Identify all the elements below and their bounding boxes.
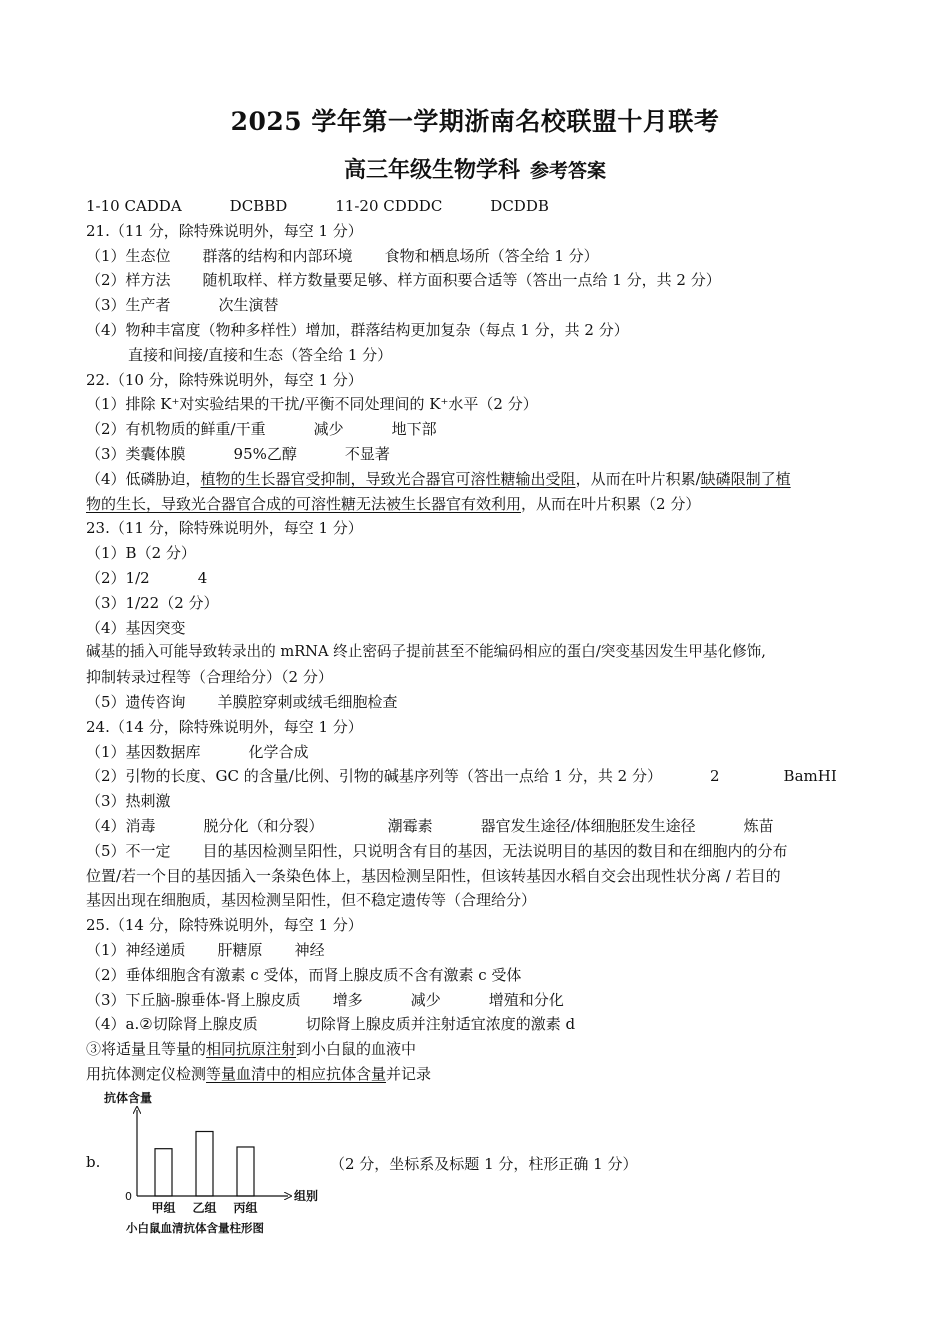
q23-heading: 23.（11 分，除特殊说明外，每空 1 分） — [86, 519, 363, 538]
q24-line-4 — [86, 814, 876, 839]
answer-body — [86, 194, 876, 1087]
q24-4d: 器官发生途径/体细胞胚发生途径 — [480, 816, 696, 835]
q25-line-2: （2）垂体细胞含有激素 c 受体，而肾上腺皮质不含有激素 c 受体 — [86, 965, 522, 984]
bar-1 — [155, 1149, 172, 1196]
q25-b-label: b. — [86, 1153, 101, 1171]
bar-2 — [196, 1132, 213, 1197]
q21-3b: 次生演替 — [218, 296, 279, 315]
q23-7a: （5）遗传咨询 — [86, 692, 186, 711]
q25-line-6 — [86, 1062, 876, 1087]
q25-4b: 切除肾上腺皮质并注射适宜浓度的激素 d — [305, 1015, 576, 1034]
q21-2a: （2）样方法 — [86, 271, 171, 290]
q24-line-7: 基因出现在细胞质，基因检测呈阳性，但不稳定遗传等（合理给分） — [86, 891, 537, 910]
q25-6-underlined: 等量血清中的相应抗体含量 — [206, 1064, 387, 1083]
q21-line-4: （4）物种丰富度（物种多样性）增加，群落结构更加复杂（每点 1 分，共 2 分） — [86, 320, 629, 339]
q24-5a: （5）不一定 — [86, 841, 171, 860]
q25-1b: 肝糖原 — [217, 940, 263, 959]
chart-y-axis-label: 抗体含量 — [104, 1091, 153, 1105]
chart-title: 小白鼠血清抗体含量柱形图 — [126, 1221, 264, 1235]
subtitle-subject: 高三年级生物学科 — [343, 157, 520, 183]
q24-line-2 — [86, 764, 876, 789]
q22-5-plain: ，从而在叶片积累（2 分） — [521, 494, 701, 513]
q22-4-underlined-1: 植物的生长器官受抑制，导致光合器官可溶性糖输出受阻 — [200, 469, 576, 488]
antibody-bar-chart — [100, 1088, 340, 1238]
q25-line-4 — [86, 1012, 876, 1037]
q22-line-5 — [86, 492, 876, 517]
q22-4-plain-2: ，从而在叶片积累/ — [575, 469, 701, 488]
q23-line-5: 碱基的插入可能导致转录出的 mRNA 终止密码子提前甚至不能编码相应的蛋白/突变基因发生甲基化修饰, — [86, 643, 766, 661]
q21-3a: （3）生产者 — [86, 296, 171, 315]
q24-4c: 潮霉素 — [387, 816, 433, 835]
q23-line-1: （1）B（2 分） — [86, 544, 196, 563]
q24-line-6: 位置/若一个目的基因插入一条染色体上，基因检测呈阳性，但该转基因水稻自交会出现性状分离 / 若目的 — [86, 866, 781, 885]
q24-4e: 炼苗 — [743, 816, 774, 835]
category-label-1: 甲组 — [151, 1201, 176, 1215]
q25-5-plain-2: 到小白鼠的血液中 — [296, 1040, 417, 1059]
q23-line-3: （3）1/22（2 分） — [86, 593, 219, 612]
q25-6-plain-2: 并记录 — [386, 1064, 432, 1083]
q25-4a: （4）a.②切除肾上腺皮质 — [86, 1015, 258, 1034]
q21-heading: 21.（11 分，除特殊说明外，每空 1 分） — [86, 221, 363, 240]
q21-line-2 — [86, 268, 876, 293]
subtitle-tag: 参考答案 — [530, 160, 607, 182]
q21-1a: （1）生态位 — [86, 246, 171, 265]
q22-line-2 — [86, 417, 876, 442]
q24-1b: 化学合成 — [248, 742, 309, 761]
q22-2a: （2）有机物质的鲜重/干重 — [86, 420, 266, 439]
chart-x-axis-label: 组别 — [294, 1189, 319, 1203]
q25-line-1 — [86, 938, 876, 963]
q25-3d: 增殖和分化 — [488, 990, 564, 1009]
q22-line-3 — [86, 442, 876, 467]
mc-answers-1-5: 1-10 CADDA — [86, 197, 182, 215]
q21-1b: 群落的结构和内部环境 — [202, 246, 353, 265]
page-title: 2025 学年第一学期浙南名校联盟十月联考 — [230, 107, 720, 136]
q22-4-plain-1: （4）低磷胁迫， — [86, 469, 201, 488]
q23-7b: 羊膜腔穿刺或绒毛细胞检查 — [217, 692, 398, 711]
q22-line-4 — [86, 467, 876, 492]
q23-line-2 — [86, 566, 876, 591]
mc-answers-11-15: 11-20 CDDDC — [335, 197, 443, 215]
q25-3c: 减少 — [410, 990, 441, 1009]
q23-line-7 — [86, 690, 876, 715]
q22-3a: （3）类囊体膜 — [86, 444, 186, 463]
q24-5b: 目的基因检测呈阳性，只说明含有目的基因，无法说明目的基因的数目和在细胞内的分布 — [202, 841, 788, 860]
q24-line-1 — [86, 740, 876, 765]
q21-line-5: 直接和间接/直接和生态（答全给 1 分） — [128, 345, 393, 364]
q21-2b: 随机取样、样方数量要足够、样方面积要合适等（答出一点给 1 分，共 2 分） — [202, 271, 721, 290]
q24-2c: BamHI — [783, 767, 837, 786]
q24-2b: 2 — [710, 767, 720, 786]
q24-2a: （2）引物的长度、GC 的含量/比例、引物的碱基序列等（答出一点给 1 分，共 2 分） — [86, 767, 662, 786]
chart-origin-label: 0 — [125, 1190, 132, 1203]
page-subtitle — [0, 153, 950, 184]
chart-category-labels — [151, 1200, 257, 1215]
mc-answers — [86, 194, 876, 219]
category-label-3: 丙组 — [233, 1201, 258, 1215]
q22-2c: 地下部 — [391, 420, 437, 439]
q23-2b: 4 — [197, 568, 208, 587]
q25-b-scoring-note: （2 分，坐标系及标题 1 分，柱形正确 1 分） — [330, 1155, 638, 1173]
q24-line-5 — [86, 839, 876, 864]
q24-1a: （1）基因数据库 — [86, 742, 201, 761]
bar-3 — [237, 1147, 254, 1196]
q22-heading: 22.（10 分，除特殊说明外，每空 1 分） — [86, 370, 363, 389]
q22-4-underlined-2: 缺磷限制了植 — [700, 469, 791, 488]
q25-5-plain-1: ③将适量且等量的 — [86, 1040, 207, 1059]
q25-line-3 — [86, 988, 876, 1013]
q24-4b: 脱分化（和分裂） — [203, 816, 324, 835]
q25-1a: （1）神经递质 — [86, 940, 186, 959]
q22-3c: 不显著 — [344, 444, 390, 463]
q22-5-underlined: 物的生长，导致光合器官合成的可溶性糖无法被生长器官有效利用 — [86, 494, 522, 513]
q25-3a: （3）下丘脑-腺垂体-肾上腺皮质 — [86, 990, 301, 1009]
q25-5-underlined: 相同抗原注射 — [206, 1040, 297, 1059]
mc-answers-16-20: DCDDB — [490, 197, 549, 215]
q25-heading: 25.（14 分，除特殊说明外，每空 1 分） — [86, 916, 363, 935]
q24-line-3: （3）热刺激 — [86, 792, 171, 811]
q25-3b: 增多 — [332, 990, 363, 1009]
q25-line-5 — [86, 1037, 876, 1062]
q23-2a: （2）1/2 — [86, 568, 150, 587]
q22-3b: 95%乙醇 — [233, 444, 297, 463]
q23-line-4: （4）基因突变 — [86, 618, 186, 637]
q22-line-1: （1）排除 K⁺对实验结果的干扰/平衡不同处理间的 K⁺水平（2 分） — [86, 395, 538, 414]
q21-line-1 — [86, 244, 876, 269]
q21-1c: 食物和栖息场所（答全给 1 分） — [384, 246, 599, 265]
mc-answers-6-10: DCBBD — [229, 197, 288, 215]
q25-1c: 神经 — [294, 940, 325, 959]
q25-6-plain-1: 用抗体测定仪检测 — [86, 1064, 207, 1083]
q22-2b: 减少 — [313, 420, 344, 439]
q23-line-6: 抑制转录过程等（合理给分）（2 分） — [86, 668, 333, 687]
q21-line-3 — [86, 293, 876, 318]
q24-4a: （4）消毒 — [86, 816, 156, 835]
chart-bars — [155, 1132, 254, 1197]
q24-heading: 24.（14 分，除特殊说明外，每空 1 分） — [86, 717, 363, 736]
category-label-2: 乙组 — [192, 1201, 217, 1215]
